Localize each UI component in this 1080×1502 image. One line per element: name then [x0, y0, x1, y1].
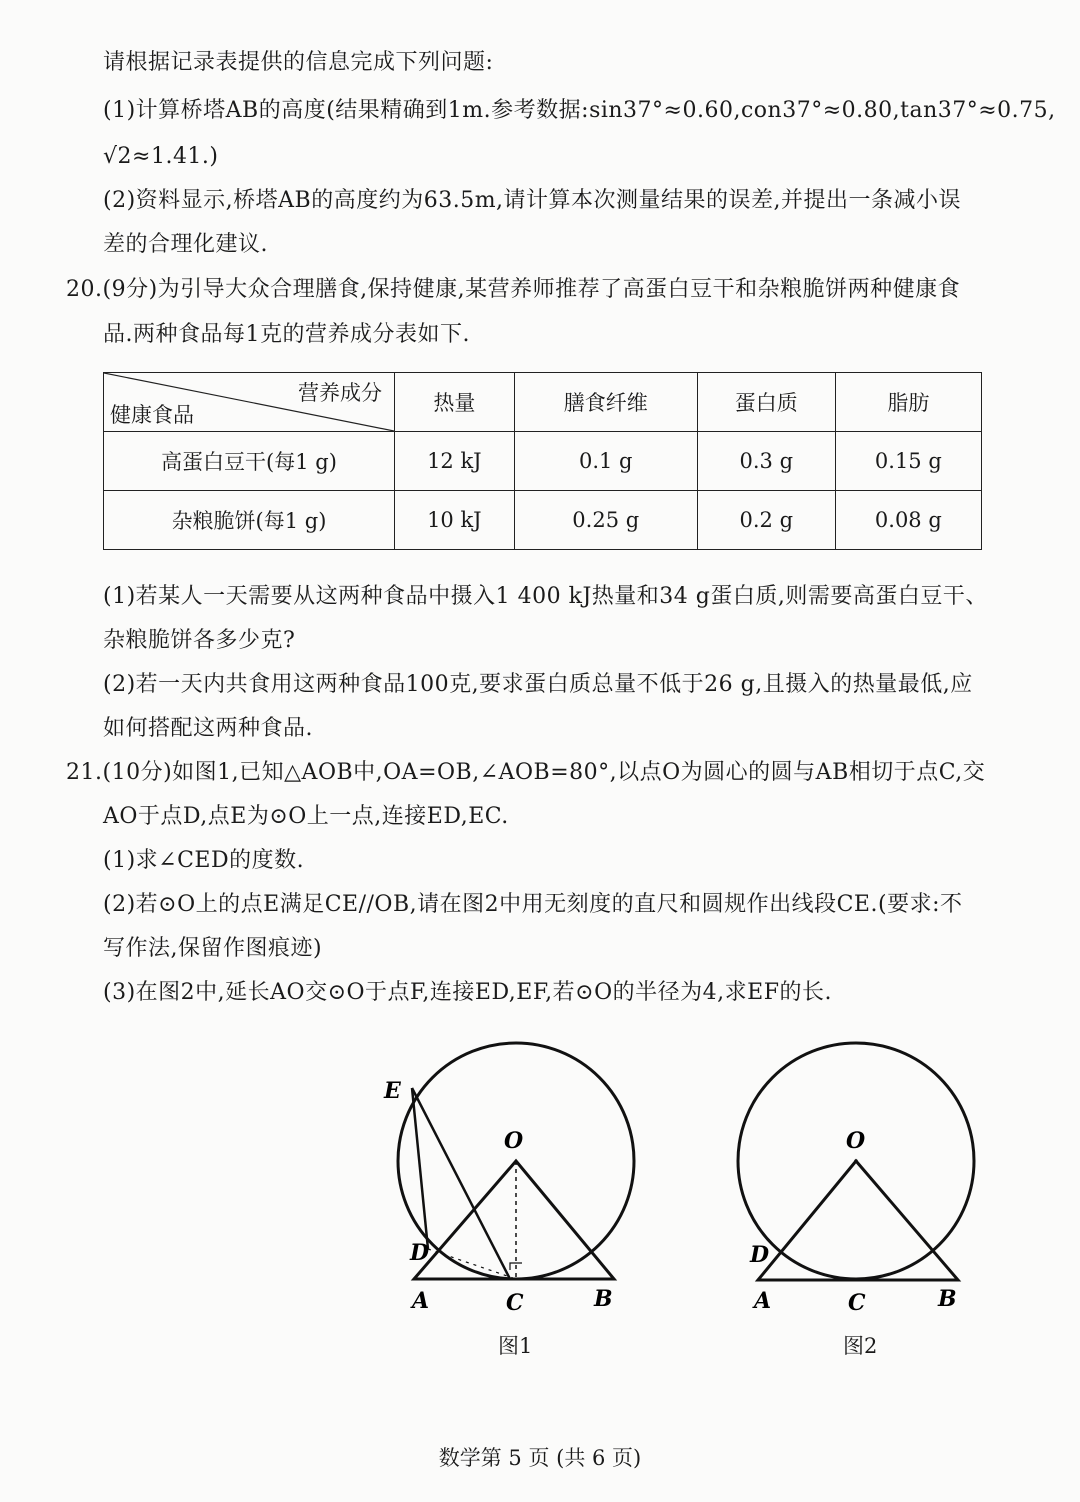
label-o: O [846, 1128, 866, 1154]
table-cell: 10 kJ [395, 491, 515, 550]
label-c: C [848, 1290, 866, 1316]
table-cell: 0.1 g [514, 432, 697, 491]
q21-line2: AO于点D,点E为⊙O上一点,连接ED,EC. [103, 804, 509, 829]
figure-2 [730, 1030, 990, 1320]
label-a: A [412, 1288, 430, 1314]
figure-1 [370, 1030, 650, 1320]
table-cell: 0.2 g [697, 491, 835, 550]
q20-line2: 品.两种食品每1克的营养成分表如下. [103, 322, 470, 347]
row-label: 高蛋白豆干(每1 g) [104, 432, 395, 491]
table-cell: 0.08 g [835, 491, 981, 550]
table-row [104, 491, 982, 550]
label-d: D [410, 1240, 430, 1266]
q19-part1-line1: (1)计算桥塔AB的高度(结果精确到1m.参考数据:sin37°≈0.60,con37°≈0.80,tan37°≈0.75, [103, 98, 1056, 123]
q19-part2-line2: 差的合理化建议. [103, 232, 268, 257]
q19-intro: 请根据记录表提供的信息完成下列问题: [103, 50, 494, 75]
q21-part1: (1)求∠CED的度数. [103, 848, 305, 873]
q19-part1-line2: √2≈1.41.) [103, 144, 219, 169]
column-header: 蛋白质 [697, 373, 835, 432]
column-header: 脂肪 [835, 373, 981, 432]
label-o: O [504, 1128, 524, 1154]
q20-part2-line1: (2)若一天内共食用这两种食品100克,要求蛋白质总量不低于26 g,且摄入的热量最低,应 [103, 672, 973, 697]
label-b: B [938, 1286, 957, 1312]
column-header: 膳食纤维 [514, 373, 697, 432]
header-food: 健康食品 [110, 403, 194, 427]
table-cell: 0.25 g [514, 491, 697, 550]
table-row [104, 432, 982, 491]
label-e: E [384, 1078, 401, 1104]
column-header: 热量 [395, 373, 515, 432]
q20-line1: 20.(9分)为引导大众合理膳食,保持健康,某营养师推荐了高蛋白豆干和杂粮脆饼两种健康食 [66, 277, 961, 302]
table-cell: 12 kJ [395, 432, 515, 491]
q21-line1: 21.(10分)如图1,已知△AOB中,OA=OB,∠AOB=80°,以点O为圆心的圆与AB相切于点C,交 [66, 760, 986, 785]
figure-1-caption: 图1 [498, 1334, 533, 1358]
row-label: 杂粮脆饼(每1 g) [104, 491, 395, 550]
q20-part2-line2: 如何搭配这两种食品. [103, 716, 313, 741]
q21-part3: (3)在图2中,延长AO交⊙O于点F,连接ED,EF,若⊙O的半径为4,求EF的长. [103, 980, 832, 1005]
header-nutrient: 营养成分 [298, 381, 382, 405]
q20-part1-line2: 杂粮脆饼各多少克? [103, 628, 296, 653]
table-cell: 0.15 g [835, 432, 981, 491]
q19-part2-line1: (2)资料显示,桥塔AB的高度约为63.5m,请计算本次测量结果的误差,并提出一条减小误 [103, 188, 962, 213]
q21-part2-line2: 写作法,保留作图痕迹) [103, 936, 323, 961]
figure-2-caption: 图2 [843, 1334, 878, 1358]
label-b: B [594, 1286, 613, 1312]
q21-part2-line1: (2)若⊙O上的点E满足CE//OB,请在图2中用无刻度的直尺和圆规作出线段CE.(要求:不 [103, 892, 963, 917]
triangle-aob [758, 1161, 958, 1280]
center-point [854, 1159, 858, 1163]
triangle-aob [414, 1161, 614, 1279]
table-diagonal-header [104, 373, 395, 432]
page-footer: 数学第 5 页 (共 6 页) [438, 1446, 642, 1470]
table-header-row [104, 373, 982, 432]
table-cell: 0.3 g [697, 432, 835, 491]
label-c: C [506, 1290, 524, 1316]
label-a: A [754, 1288, 772, 1314]
q20-part1-line1: (1)若某人一天需要从这两种食品中摄入1 400 kJ热量和34 g蛋白质,则需要高蛋白豆干、 [103, 584, 988, 609]
nutrition-table [103, 372, 982, 550]
label-d: D [750, 1242, 770, 1268]
